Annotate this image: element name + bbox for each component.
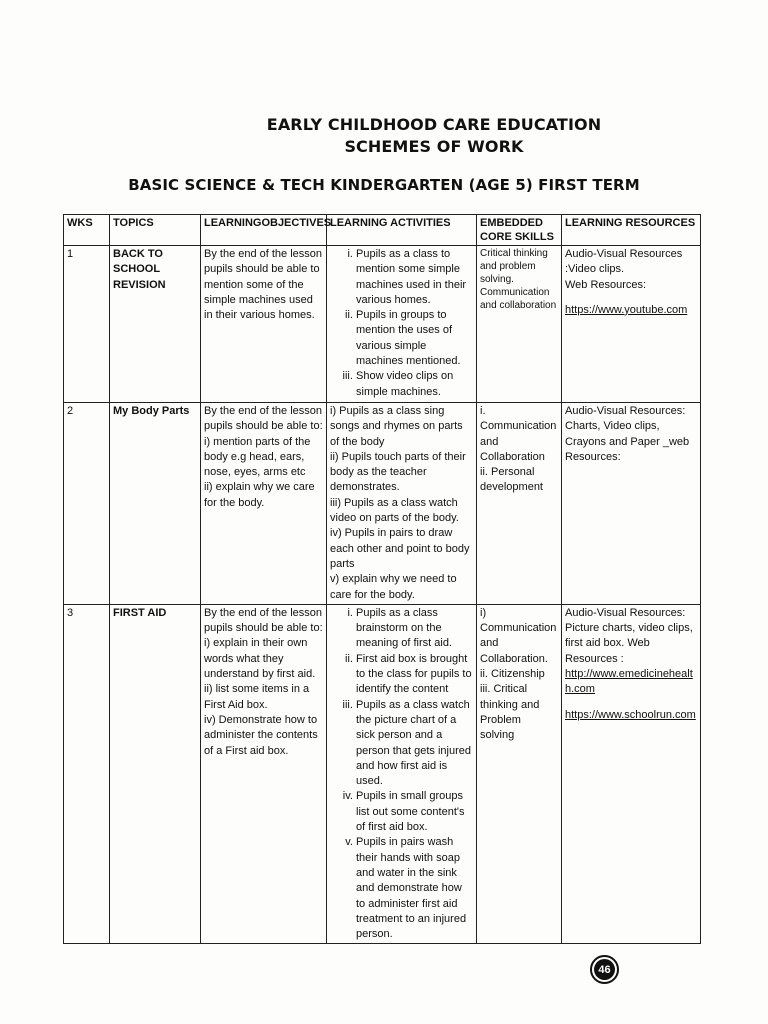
section-heading: BASIC SCIENCE & TECH KINDERGARTEN (AGE 5) FIRST TERM (128, 176, 640, 194)
skill-item: ii. Citizenship (480, 668, 545, 681)
column-header-wks: WKS (64, 215, 110, 246)
skills-cell (477, 604, 562, 944)
resource-item: Web Resources: (565, 278, 647, 291)
activity-item: v) explain why we need to care for the body. (330, 573, 457, 601)
activity-item: iii. Pupils as a class watch the picture chart of a sick person and a person that gets injured and how first aid is used. (356, 698, 473, 790)
topic-cell: My Body Parts (110, 403, 201, 605)
page-number-badge (590, 955, 619, 984)
table-header-row (64, 215, 701, 246)
skills-cell (477, 403, 562, 605)
resource-link[interactable]: https://www.youtube.com (565, 303, 688, 316)
activity-item: ii) Pupils touch parts of their body as the teacher demonstrates. (330, 450, 466, 494)
column-header-objectives: LEARNINGOBJECTIVES (201, 215, 327, 246)
resource-item: Audio-Visual Resources: Charts, Video clips, Crayons and Paper _web Resources: (565, 405, 690, 463)
column-header-resources: LEARNING RESOURCES (562, 215, 701, 246)
objective-text: By the end of the lesson pupils should be able to mention some of the simple machines used in their various homes. (204, 248, 323, 322)
objective-text: ii) explain why we care for the body. (204, 481, 315, 509)
activity-item: i) Pupils as a class sing songs and rhymes on parts of the body (330, 405, 463, 448)
activity-item: v. Pupils in pairs wash their hands with soap and water in the sink and demonstrate how to administer first aid treatment to an injured person. (356, 835, 473, 942)
table-row (64, 246, 701, 403)
skill-item: i) Communication and Collaboration. (480, 606, 557, 665)
week-cell: 3 (64, 604, 110, 944)
scheme-of-work-table (63, 214, 701, 944)
skill-item: Communication and collaboration (480, 287, 557, 311)
page-number: 46 (594, 959, 615, 980)
column-header-skills: EMBEDDED CORE SKILLS (477, 215, 562, 246)
activity-item: iv. Pupils in small groups list out some content's of first aid box. (356, 789, 473, 835)
column-header-activities: LEARNING ACTIVITIES (327, 215, 477, 246)
resource-link[interactable]: https://www.schoolrun.com (565, 708, 696, 721)
activity-item: iii) Pupils as a class watch video on parts of the body. (330, 496, 459, 525)
document-title: EARLY CHILDHOOD CARE EDUCATION (266, 115, 602, 134)
activity-item: ii. Pupils in groups to mention the uses of various simple machines mentioned. (356, 308, 473, 369)
document-subtitle: SCHEMES OF WORK (344, 137, 524, 156)
activity-item: i. Pupils as a class to mention some simple machines used in their various homes. (356, 247, 473, 308)
objective-text: iv) Demonstrate how to administer the contents of a First aid box. (204, 713, 318, 757)
activity-item: i. Pupils as a class brainstorm on the meaning of first aid. (356, 606, 473, 652)
resources-cell (562, 604, 701, 944)
table-row (64, 604, 701, 944)
objectives-cell (201, 403, 327, 605)
activity-item: iii. Show video clips on simple machines. (356, 369, 473, 400)
resource-item: Audio-Visual Resources :Video clips. (565, 248, 683, 276)
objectives-cell (201, 604, 327, 944)
objectives-cell (201, 246, 327, 403)
objective-text: i) mention parts of the body e.g head, ears, nose, eyes, arms etc (204, 435, 311, 479)
resources-cell (562, 246, 701, 403)
objective-text: i) explain in their own words what they understand by first aid. (204, 637, 316, 681)
table-row (64, 403, 701, 605)
column-header-topics: TOPICS (110, 215, 201, 246)
objective-text: ii) list some items in a First Aid box. (204, 683, 310, 711)
resource-link[interactable]: http://www.emedicinehealth.com (565, 668, 693, 696)
activity-item: iv) Pupils in pairs to draw each other and point to body parts (330, 527, 470, 570)
activity-item: ii. First aid box is brought to the class for pupils to identify the content (356, 652, 473, 698)
week-cell: 2 (64, 403, 110, 605)
skill-item: ii. Personal development (480, 466, 543, 494)
skill-item: iii. Critical thinking and Problem solving (480, 683, 540, 742)
activities-cell (327, 604, 477, 944)
objective-text: By the end of the lesson pupils should be able to: (204, 405, 323, 433)
skills-cell (477, 246, 562, 403)
week-cell: 1 (64, 246, 110, 403)
resources-cell (562, 403, 701, 605)
topic-cell: BACK TO SCHOOL REVISION (110, 246, 201, 403)
activities-cell (327, 403, 477, 605)
activities-cell (327, 246, 477, 403)
skill-item: Critical thinking and problem solving. (480, 248, 548, 285)
objective-text: By the end of the lesson pupils should be able to: (204, 606, 323, 635)
topic-cell: FIRST AID (110, 604, 201, 944)
skill-item: i. Communication and Collaboration (480, 405, 557, 463)
resource-item: Audio-Visual Resources: Picture charts, video clips, first aid box. Web Resources : (565, 606, 693, 665)
